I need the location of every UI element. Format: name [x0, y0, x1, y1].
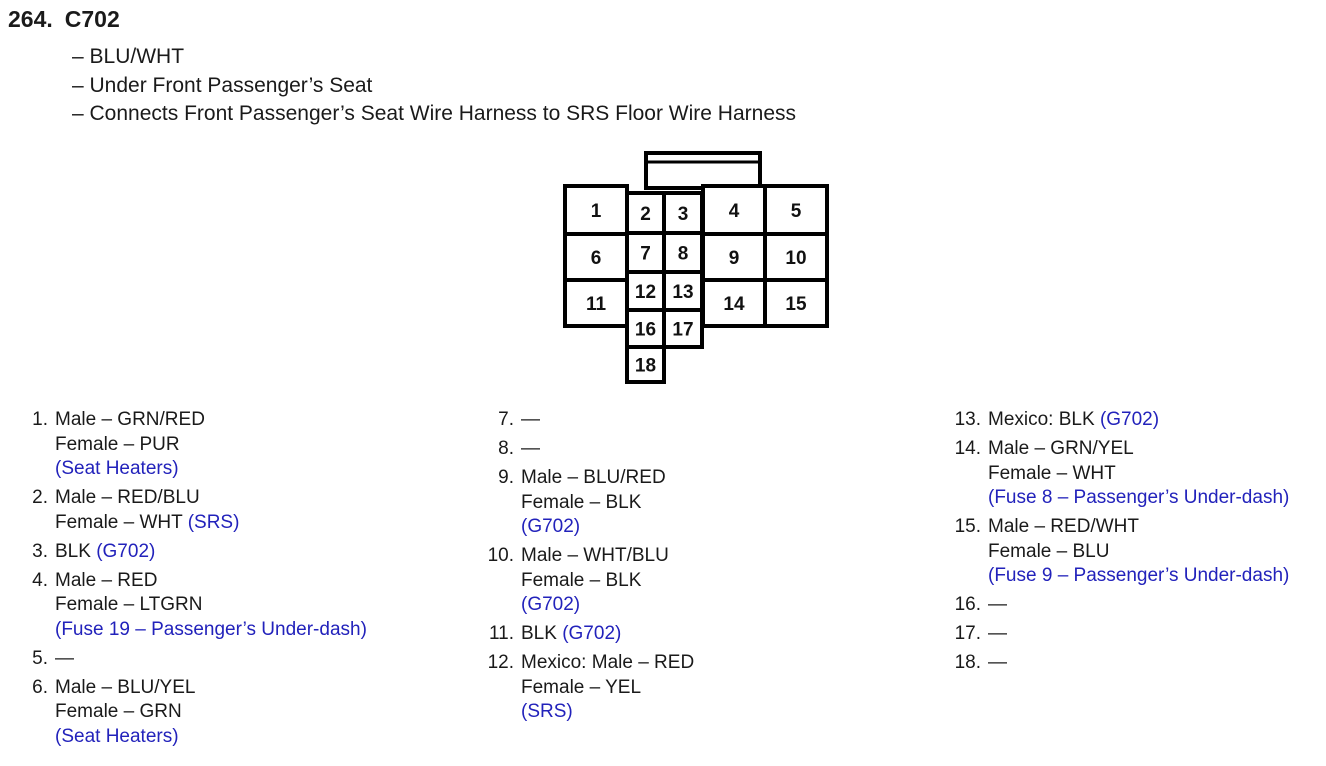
pin-wire-text: Female – WHT: [988, 462, 1116, 484]
cavity-label: 12: [634, 282, 657, 303]
pin-number: 12.: [487, 652, 514, 673]
locking-tab: [646, 153, 760, 188]
pin-reference-link[interactable]: (G702): [96, 540, 156, 562]
pin-entry-6: [8, 676, 367, 750]
pin-reference-link[interactable]: (Seat Heaters): [55, 458, 179, 479]
pin-wire-text: —: [988, 652, 1007, 673]
pin-wire-text: Female – PUR: [55, 433, 180, 455]
pin-wire-text: BLK: [521, 623, 563, 644]
pin-wire-text: Female – LTGRN: [55, 594, 203, 615]
pin-entry-10: [474, 544, 694, 618]
pin-wire-text: BLK: [55, 540, 97, 562]
pin-wire-text: Female – YEL: [521, 676, 642, 698]
pin-description-line: [988, 564, 1289, 589]
pin-entry-3: [8, 540, 367, 565]
pin-reference-link[interactable]: (Seat Heaters): [55, 725, 179, 747]
pin-entry-8: [474, 437, 694, 462]
pin-reference-link[interactable]: (G702): [1099, 409, 1160, 430]
cavity-label: 18: [634, 355, 657, 377]
pin-list-column-2: [474, 408, 694, 729]
pin-list-column-1: [8, 408, 367, 754]
pin-description-line: [988, 408, 1159, 433]
pin-reference-link[interactable]: (Fuse 19 – Passenger’s Under-dash): [55, 618, 367, 640]
cavity-label: 3: [677, 204, 689, 225]
pin-description: [55, 408, 205, 482]
pin-description-line: [55, 486, 239, 511]
pin-description-line: [988, 622, 1007, 647]
cavity-label: 17: [672, 319, 694, 341]
pin-description: [988, 593, 1007, 618]
cavity-4: [703, 186, 765, 234]
pin-description-line: [988, 651, 1007, 676]
connector-title: [8, 6, 120, 33]
pin-reference-link[interactable]: (G702): [521, 516, 581, 537]
pin-wire-text: Female – WHT: [55, 511, 188, 533]
cavity-13: [664, 272, 702, 310]
cavity-7: [627, 233, 664, 272]
cavity-label: 2: [640, 204, 651, 225]
pin-wire-text: Female – GRN: [55, 701, 182, 722]
pin-description-line: [521, 515, 666, 540]
cavity-10: [765, 234, 827, 280]
pin-description: [988, 408, 1159, 433]
cavity-15: [765, 280, 827, 326]
pin-description: [521, 437, 540, 462]
pin-description-line: [521, 437, 540, 462]
cavity-label: 16: [634, 319, 657, 341]
pin-description-line: [55, 618, 367, 643]
pin-description: [988, 515, 1289, 589]
connector-face-svg: [560, 148, 830, 386]
connector-details: [72, 43, 796, 129]
pin-reference-link[interactable]: (Fuse 8 – Passenger’s Under-dash): [988, 487, 1290, 508]
cavity-17: [664, 310, 702, 347]
pin-wire-text: —: [521, 438, 540, 459]
pin-description-line: [55, 511, 239, 536]
cavity-label: 1: [590, 201, 602, 222]
pin-description-line: [521, 622, 621, 647]
pin-description: [55, 569, 367, 643]
pin-description-line: [55, 700, 195, 725]
cavity-14: [703, 280, 765, 326]
pin-description-line: [988, 486, 1289, 511]
pin-description-line: [988, 593, 1007, 618]
pin-description-line: [521, 544, 669, 569]
pin-wire-text: Mexico: BLK: [988, 409, 1100, 430]
pin-reference-link[interactable]: (SRS): [521, 701, 573, 722]
pin-reference-link[interactable]: (G702): [521, 594, 581, 615]
pin-description-line: [55, 408, 205, 433]
pin-entry-1: [8, 408, 367, 482]
pin-entry-4: [8, 569, 367, 643]
pin-number: 5.: [32, 647, 48, 669]
pin-description: [55, 540, 155, 565]
cavity-18: [627, 347, 664, 382]
cavity-label: 10: [785, 248, 807, 269]
pin-description-line: [988, 515, 1289, 540]
pin-description: [55, 676, 195, 750]
pin-description-line: [521, 491, 666, 516]
pin-wire-text: Male – RED: [55, 569, 158, 591]
cavity-label: 11: [585, 294, 607, 315]
pin-entry-7: [474, 408, 694, 433]
pin-description: [55, 647, 74, 672]
pin-number: 6.: [32, 676, 48, 698]
pin-description-line: [55, 457, 205, 482]
pin-description: [988, 437, 1289, 511]
pin-number: 3.: [32, 540, 48, 562]
pin-entry-13: [941, 408, 1289, 433]
pin-description-line: [988, 540, 1289, 565]
cavity-label: 14: [723, 294, 745, 315]
pin-description-line: [55, 676, 195, 701]
connector-number: 264.: [8, 6, 53, 32]
pin-number: 10.: [487, 545, 514, 566]
pin-entry-9: [474, 466, 694, 540]
pin-description-line: [521, 408, 540, 433]
pin-wire-text: Male – RED/WHT: [988, 516, 1139, 537]
pin-wire-text: Male – GRN/YEL: [988, 438, 1134, 459]
pin-number: 15.: [954, 516, 981, 537]
detail-location: – Under Front Passenger’s Seat: [72, 72, 796, 101]
cavity-label: 6: [590, 248, 602, 269]
pin-description-line: [988, 462, 1289, 487]
cavity-6: [565, 234, 627, 280]
pin-description-line: [55, 647, 74, 672]
pin-reference-link[interactable]: (Fuse 9 – Passenger’s Under-dash): [988, 565, 1290, 586]
pin-wire-text: —: [988, 623, 1007, 644]
pin-reference-link[interactable]: (SRS): [187, 511, 240, 533]
pin-entry-18: [941, 651, 1289, 676]
pin-entry-14: [941, 437, 1289, 511]
pin-number: 13.: [954, 409, 981, 430]
pin-reference-link[interactable]: (G702): [562, 623, 622, 644]
pin-number: 16.: [954, 594, 981, 615]
pin-description-line: [521, 569, 669, 594]
cavity-label: 4: [728, 201, 740, 222]
pin-list-column-3: [941, 408, 1289, 680]
pin-wire-text: Female – BLK: [521, 491, 642, 513]
pin-number: 4.: [32, 569, 48, 591]
cavity-2: [627, 193, 664, 233]
pin-wire-text: —: [988, 594, 1007, 615]
pin-description-line: [55, 725, 195, 750]
pin-description: [55, 486, 239, 535]
pin-wire-text: Male – WHT/BLU: [521, 545, 669, 566]
pin-number: 14.: [954, 438, 981, 459]
pin-description-line: [55, 569, 367, 594]
cavity-label: 5: [790, 201, 802, 222]
pin-number: 11.: [488, 623, 514, 644]
cavity-label: 7: [640, 243, 651, 265]
pin-number: 18.: [954, 652, 981, 673]
pin-wire-text: Male – GRN/RED: [55, 409, 205, 430]
pin-wire-text: Female – BLU: [988, 540, 1110, 562]
cavity-12: [627, 272, 664, 310]
pin-number: 7.: [498, 409, 514, 430]
pin-wire-text: Male – RED/BLU: [55, 487, 200, 508]
cavity-label: 15: [785, 294, 807, 315]
pin-description: [521, 622, 621, 647]
pin-number: 17.: [954, 623, 981, 644]
pin-number: 8.: [498, 438, 514, 459]
pin-description: [521, 651, 694, 725]
pin-description-line: [521, 466, 666, 491]
connector-name: C702: [64, 6, 120, 32]
pin-description: [988, 651, 1007, 676]
pin-wire-text: —: [521, 409, 540, 430]
detail-color: – BLU/WHT: [72, 43, 796, 72]
pin-entry-5: [8, 647, 367, 672]
pin-entry-17: [941, 622, 1289, 647]
pin-description-line: [521, 676, 694, 701]
detail-connects: – Connects Front Passenger’s Seat Wire Harness to SRS Floor Wire Harness: [72, 100, 796, 129]
pin-wire-text: Male – BLU/RED: [521, 467, 666, 488]
cavity-8: [664, 233, 702, 272]
pin-entry-2: [8, 486, 367, 535]
cavity-label: 9: [728, 248, 740, 269]
pin-entry-12: [474, 651, 694, 725]
pin-wire-text: Female – BLK: [521, 569, 642, 591]
pin-number: 9.: [498, 467, 514, 488]
pin-entry-16: [941, 593, 1289, 618]
pin-description-line: [55, 540, 155, 565]
pin-entry-15: [941, 515, 1289, 589]
pin-number: 1.: [32, 409, 48, 430]
pin-entry-11: [474, 622, 694, 647]
pin-description-line: [55, 433, 205, 458]
cavity-3: [664, 193, 702, 233]
pin-number: 2.: [32, 487, 48, 508]
cavity-9: [703, 234, 765, 280]
cavity-16: [627, 310, 664, 347]
pin-description: [521, 466, 666, 540]
pin-description: [988, 622, 1007, 647]
pin-wire-text: Male – BLU/YEL: [55, 676, 196, 698]
pin-description: [521, 408, 540, 433]
pin-description-line: [521, 700, 694, 725]
cavity-11: [565, 280, 627, 326]
pin-description-line: [988, 437, 1289, 462]
cavity-label: 13: [672, 282, 694, 303]
cavity-1: [565, 186, 627, 234]
cavity-label: 8: [677, 243, 689, 265]
pin-description-line: [521, 651, 694, 676]
connector-face-diagram: [560, 148, 830, 386]
pin-description-line: [521, 593, 669, 618]
pin-wire-text: Mexico: Male – RED: [521, 652, 695, 673]
cavity-5: [765, 186, 827, 234]
pin-description-line: [55, 593, 367, 618]
pin-description: [521, 544, 669, 618]
pin-wire-text: —: [55, 647, 74, 669]
